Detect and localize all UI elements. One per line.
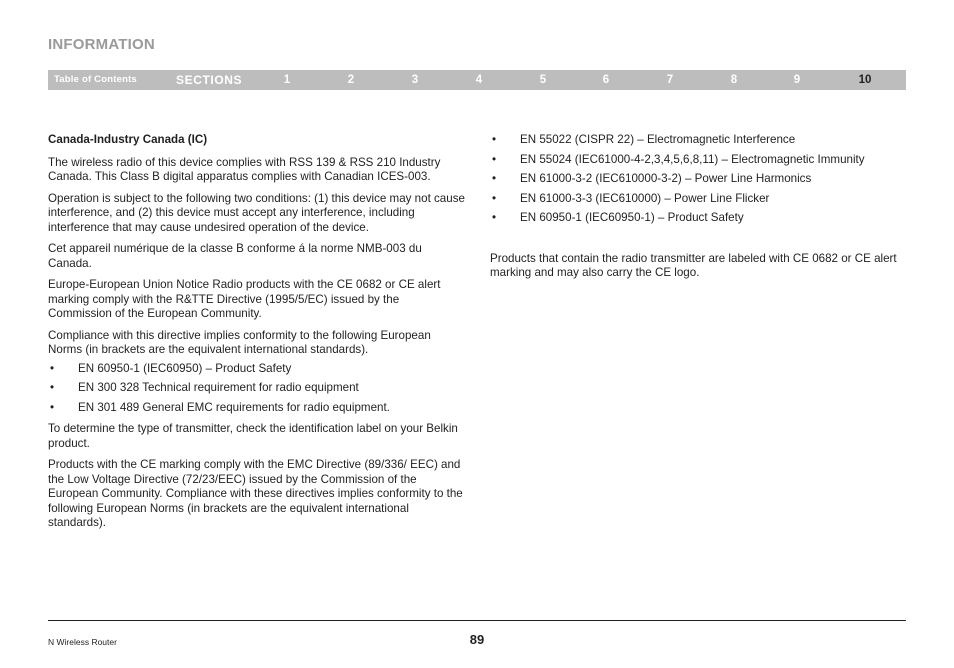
list-item: • EN 61000-3-3 (IEC610000) – Power Line Flicker <box>490 192 904 207</box>
section-link-3[interactable]: 3 <box>411 74 419 86</box>
section-link-2[interactable]: 2 <box>347 74 355 86</box>
footer-divider <box>48 620 906 621</box>
section-link-7[interactable]: 7 <box>666 74 674 86</box>
list-item: • EN 61000-3-2 (IEC610000-3-2) – Power Line Harmonics <box>490 172 904 187</box>
canada-heading: Canada-Industry Canada (IC) <box>48 133 208 146</box>
paragraph: The wireless radio of this device complies with RSS 139 & RSS 210 Industry Canada. This Class B digital apparatus complies with Canadian ICES-003. <box>48 155 441 183</box>
paragraph: Cet appareil numérique de la classe B conforme á la norme NMB-003 du Canada. <box>48 242 422 270</box>
list-item: • EN 60950-1 (IEC60950-1) – Product Safety <box>490 211 904 226</box>
section-link-5[interactable]: 5 <box>539 74 547 86</box>
list-item: • EN 300 328 Technical requirement for radio equipment <box>48 381 466 396</box>
standards-list <box>490 133 904 226</box>
standards-list <box>48 362 466 416</box>
sections-label: SECTIONS <box>176 73 243 87</box>
section-link-4[interactable]: 4 <box>475 74 483 86</box>
page-number: 89 <box>469 632 485 647</box>
section-link-1[interactable]: 1 <box>283 74 291 86</box>
paragraph: To determine the type of transmitter, check the identification label on your Belkin product. <box>48 422 458 450</box>
right-column <box>490 133 904 288</box>
paragraph: Europe-European Union Notice Radio products with the CE 0682 or CE alert marking comply with the R&TTE Directive (1995/5/EC) issued by the Commission of the European Community. <box>48 278 441 320</box>
paragraph: Products that contain the radio transmitter are labeled with CE 0682 or CE alert marking and may also carry the CE logo. <box>490 251 897 279</box>
paragraph: Products with the CE marking comply with the EMC Directive (89/336/ EEC) and the Low Voltage Directive (72/23/EEC) issued by the Commission of the European Community. Compliance with these directives implies conformity to the following European Norms (in brackets are the equivalent international standards). <box>48 458 463 529</box>
list-item: • EN 55022 (CISPR 22) – Electromagnetic Interference <box>490 133 904 148</box>
paragraph: Operation is subject to the following two conditions: (1) this device may not cause interference, and (2) this device must accept any interference, including interference that may cause undesired operation of the device. <box>48 191 465 234</box>
section-link-8[interactable]: 8 <box>730 74 738 86</box>
section-nav-bar <box>48 70 906 90</box>
section-link-10-current[interactable]: 10 <box>858 74 872 86</box>
list-item: • EN 60950-1 (IEC60950) – Product Safety <box>48 362 466 377</box>
section-link-9[interactable]: 9 <box>793 74 801 86</box>
list-item: • EN 301 489 General EMC requirements for radio equipment. <box>48 401 466 416</box>
left-column <box>48 133 466 538</box>
list-item: • EN 55024 (IEC61000-4-2,3,4,5,6,8,11) – Electromagnetic Immunity <box>490 153 904 168</box>
table-of-contents-link[interactable]: Table of Contents <box>54 74 137 85</box>
section-link-6[interactable]: 6 <box>602 74 610 86</box>
section-title: INFORMATION <box>48 36 155 53</box>
paragraph: Compliance with this directive implies conformity to the following European Norms (in brackets are the equivalent international standards). <box>48 328 431 356</box>
footer-product-name: N Wireless Router <box>48 637 117 647</box>
